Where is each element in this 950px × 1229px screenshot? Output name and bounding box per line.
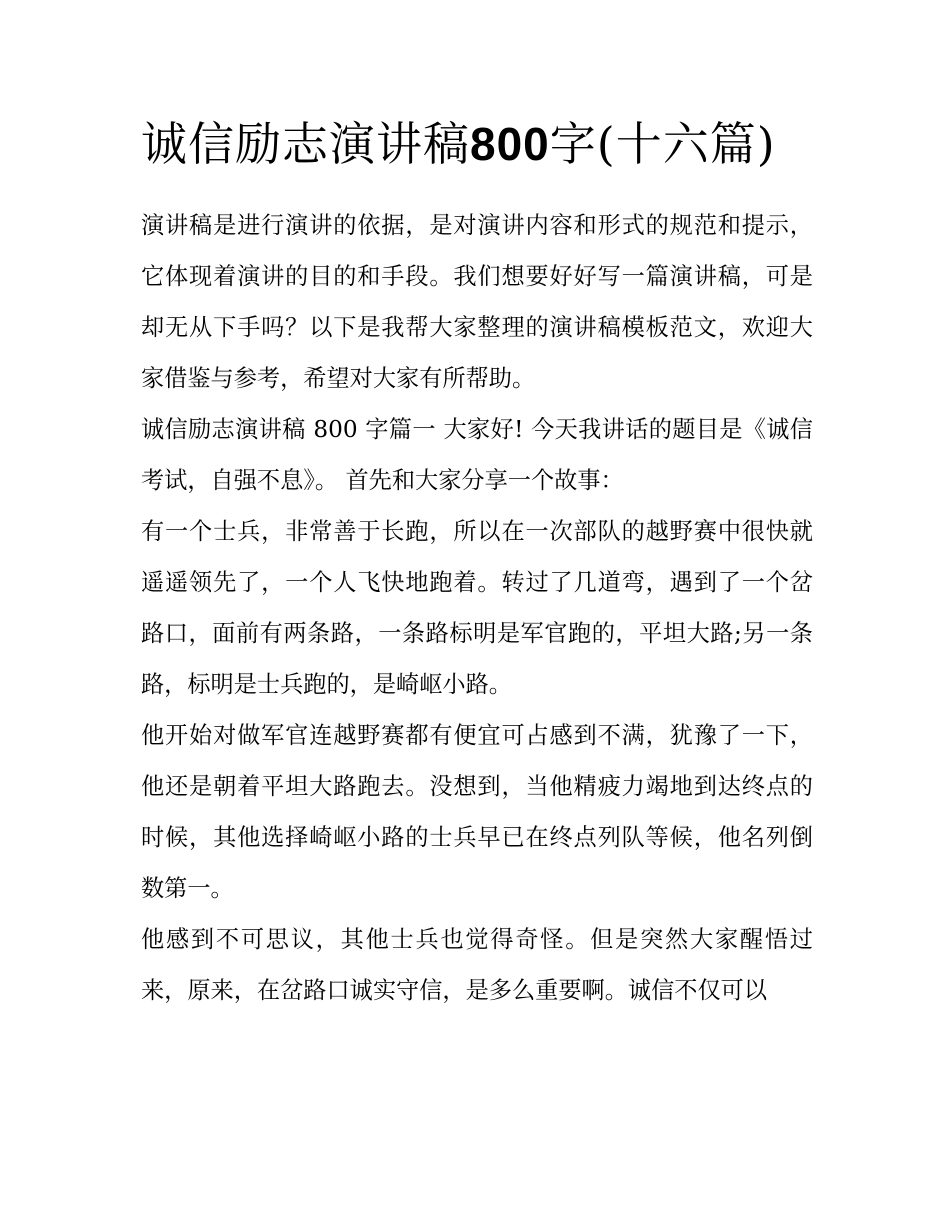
- paragraph-story-soldier: 有一个士兵，非常善于长跑，所以在一次部队的越野赛中很快就遥遥领先了，一个人飞快地跑着。转过了几道弯，遇到了一个岔路口，面前有两条路，一条路标明是军官跑的，平坦大路;另一条路，标明是士兵跑的，是崎岖小路。: [141, 518, 813, 698]
- paragraph-story-choice: 他开始对做军官连越野赛都有便宜可占感到不满，犹豫了一下，他还是朝着平坦大路跑去。没想到，当他精疲力竭地到达终点的时候，其他选择崎岖小路的士兵早已在终点列队等候，他名列倒数第一。: [141, 722, 813, 902]
- document-title: [141, 110, 781, 178]
- title-text-part1: 诚信励志演讲稿: [141, 117, 470, 171]
- paragraph-speech-opening: 诚信励志演讲稿 800 字篇一 大家好! 今天我讲话的题目是《诚信考试，自强不息》。 首先和大家分享一个故事：: [141, 416, 813, 494]
- title-text-part2: 字(十六篇): [549, 117, 776, 171]
- title-number: 800: [470, 118, 550, 170]
- paragraph-story-lesson: 他感到不可思议，其他士兵也觉得奇怪。但是突然大家醒悟过来，原来，在岔路口诚实守信，是多么重要啊。诚信不仅可以: [141, 926, 813, 1004]
- paragraph-intro: 演讲稿是进行演讲的依据，是对演讲内容和形式的规范和提示，它体现着演讲的目的和手段。我们想要好好写一篇演讲稿，可是却无从下手吗？以下是我帮大家整理的演讲稿模板范文，欢迎大家借鉴与参考，希望对大家有所帮助。: [141, 212, 813, 392]
- document-page: [141, 110, 813, 1016]
